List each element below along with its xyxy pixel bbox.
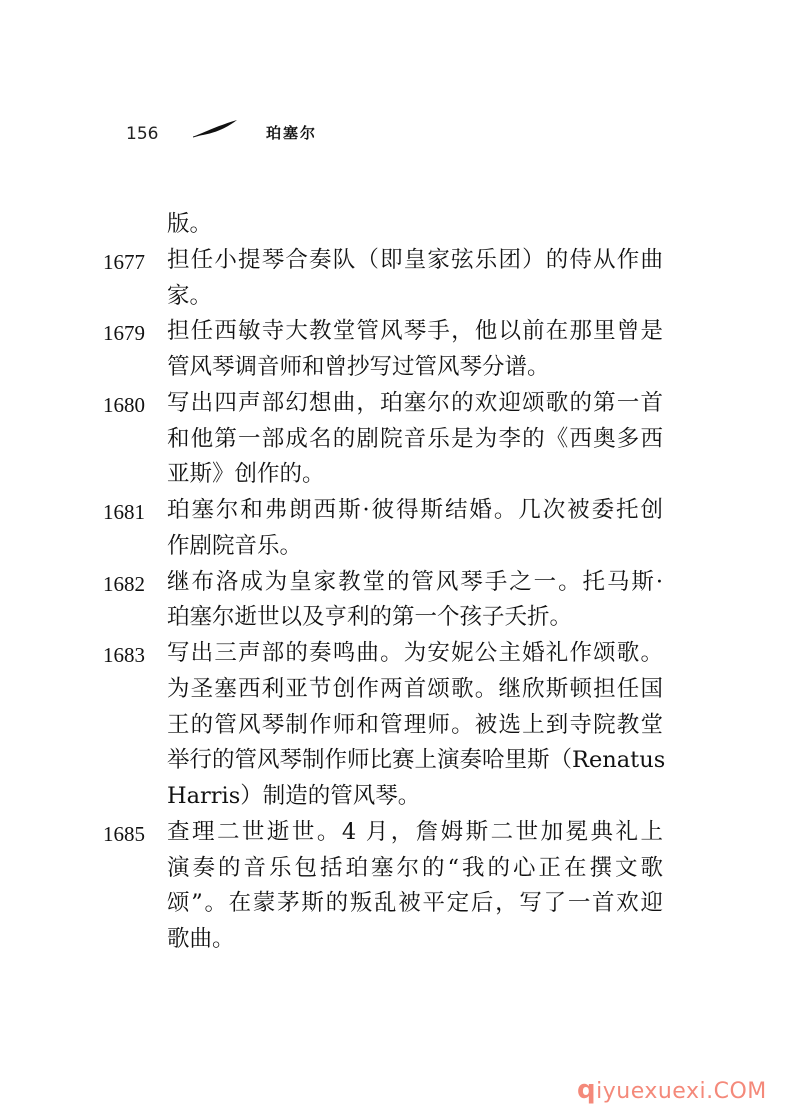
entry-year: 1677	[103, 249, 145, 274]
watermark	[577, 1075, 767, 1105]
entry-text-line: 珀塞尔和弗朗西斯·彼得斯结婚。几次被委托创	[167, 497, 663, 523]
running-title: 珀塞尔	[266, 124, 318, 142]
entry-text-line: 王的管风琴制作师和管理师。被选上到寺院教堂	[167, 711, 663, 738]
entry-text-line: 写出四声部幻想曲，珀塞尔的欢迎颂歌的第一首	[167, 389, 663, 416]
entry-text-line: 珀塞尔逝世以及亨利的第一个孩子夭折。	[167, 604, 573, 631]
watermark-text: iyuexuexi.COM	[596, 1079, 767, 1104]
entry-year: 1683	[103, 643, 145, 667]
entry-text-line: 查理二世逝世。4 月，詹姆斯二世加冕典礼上	[167, 818, 663, 845]
entry-text-line: 歌曲。	[167, 926, 235, 952]
page-number: 156	[126, 124, 159, 144]
entry-text-line: 亚斯》创作的。	[167, 461, 325, 488]
entry-year: 1680	[103, 392, 145, 417]
entry-year: 1681	[103, 500, 145, 524]
entry-text-line: 演奏的音乐包括珀塞尔的“我的心正在撰文歌	[167, 854, 663, 881]
entry-year: 1682	[103, 571, 145, 596]
entry-text-line: 作剧院音乐。	[167, 532, 303, 559]
entry-text-line: 写出三声部的奏鸣曲。为安妮公主婚礼作颂歌。	[167, 640, 663, 666]
entry-text-line: 家。	[167, 282, 213, 309]
entry-text-line: 继布洛成为皇家教堂的管风琴手之一。托马斯·	[167, 568, 663, 595]
entry-year: 1685	[103, 821, 145, 846]
entry-text-line: 担任西敏寺大教堂管风琴手，他以前在那里曾是	[167, 318, 663, 345]
entry-text-line: 为圣塞西利亚节创作两首颂歌。继欣斯顿担任国	[167, 675, 663, 702]
entry-text-line: 担任小提琴合奏队（即皇家弦乐团）的侍从作曲	[167, 246, 663, 273]
entry-text-line: 举行的管风琴制作师比赛上演奏哈里斯（Renatus	[167, 747, 666, 774]
entry-text-line: 颂”。在蒙茅斯的叛乱被平定后，写了一首欢迎	[167, 890, 663, 917]
entry-text-line: Harris）制造的管风琴。	[167, 783, 421, 809]
entry-text-line: 版。	[167, 211, 213, 237]
watermark-initial: q	[577, 1075, 597, 1105]
entry-year: 1679	[103, 321, 145, 346]
entry-text-line: 和他第一部成名的剧院音乐是为李的《西奥多西	[167, 425, 663, 452]
feather-ornament-icon	[193, 118, 239, 138]
entry-text-line: 管风琴调音师和曾抄写过管风琴分谱。	[167, 354, 550, 380]
